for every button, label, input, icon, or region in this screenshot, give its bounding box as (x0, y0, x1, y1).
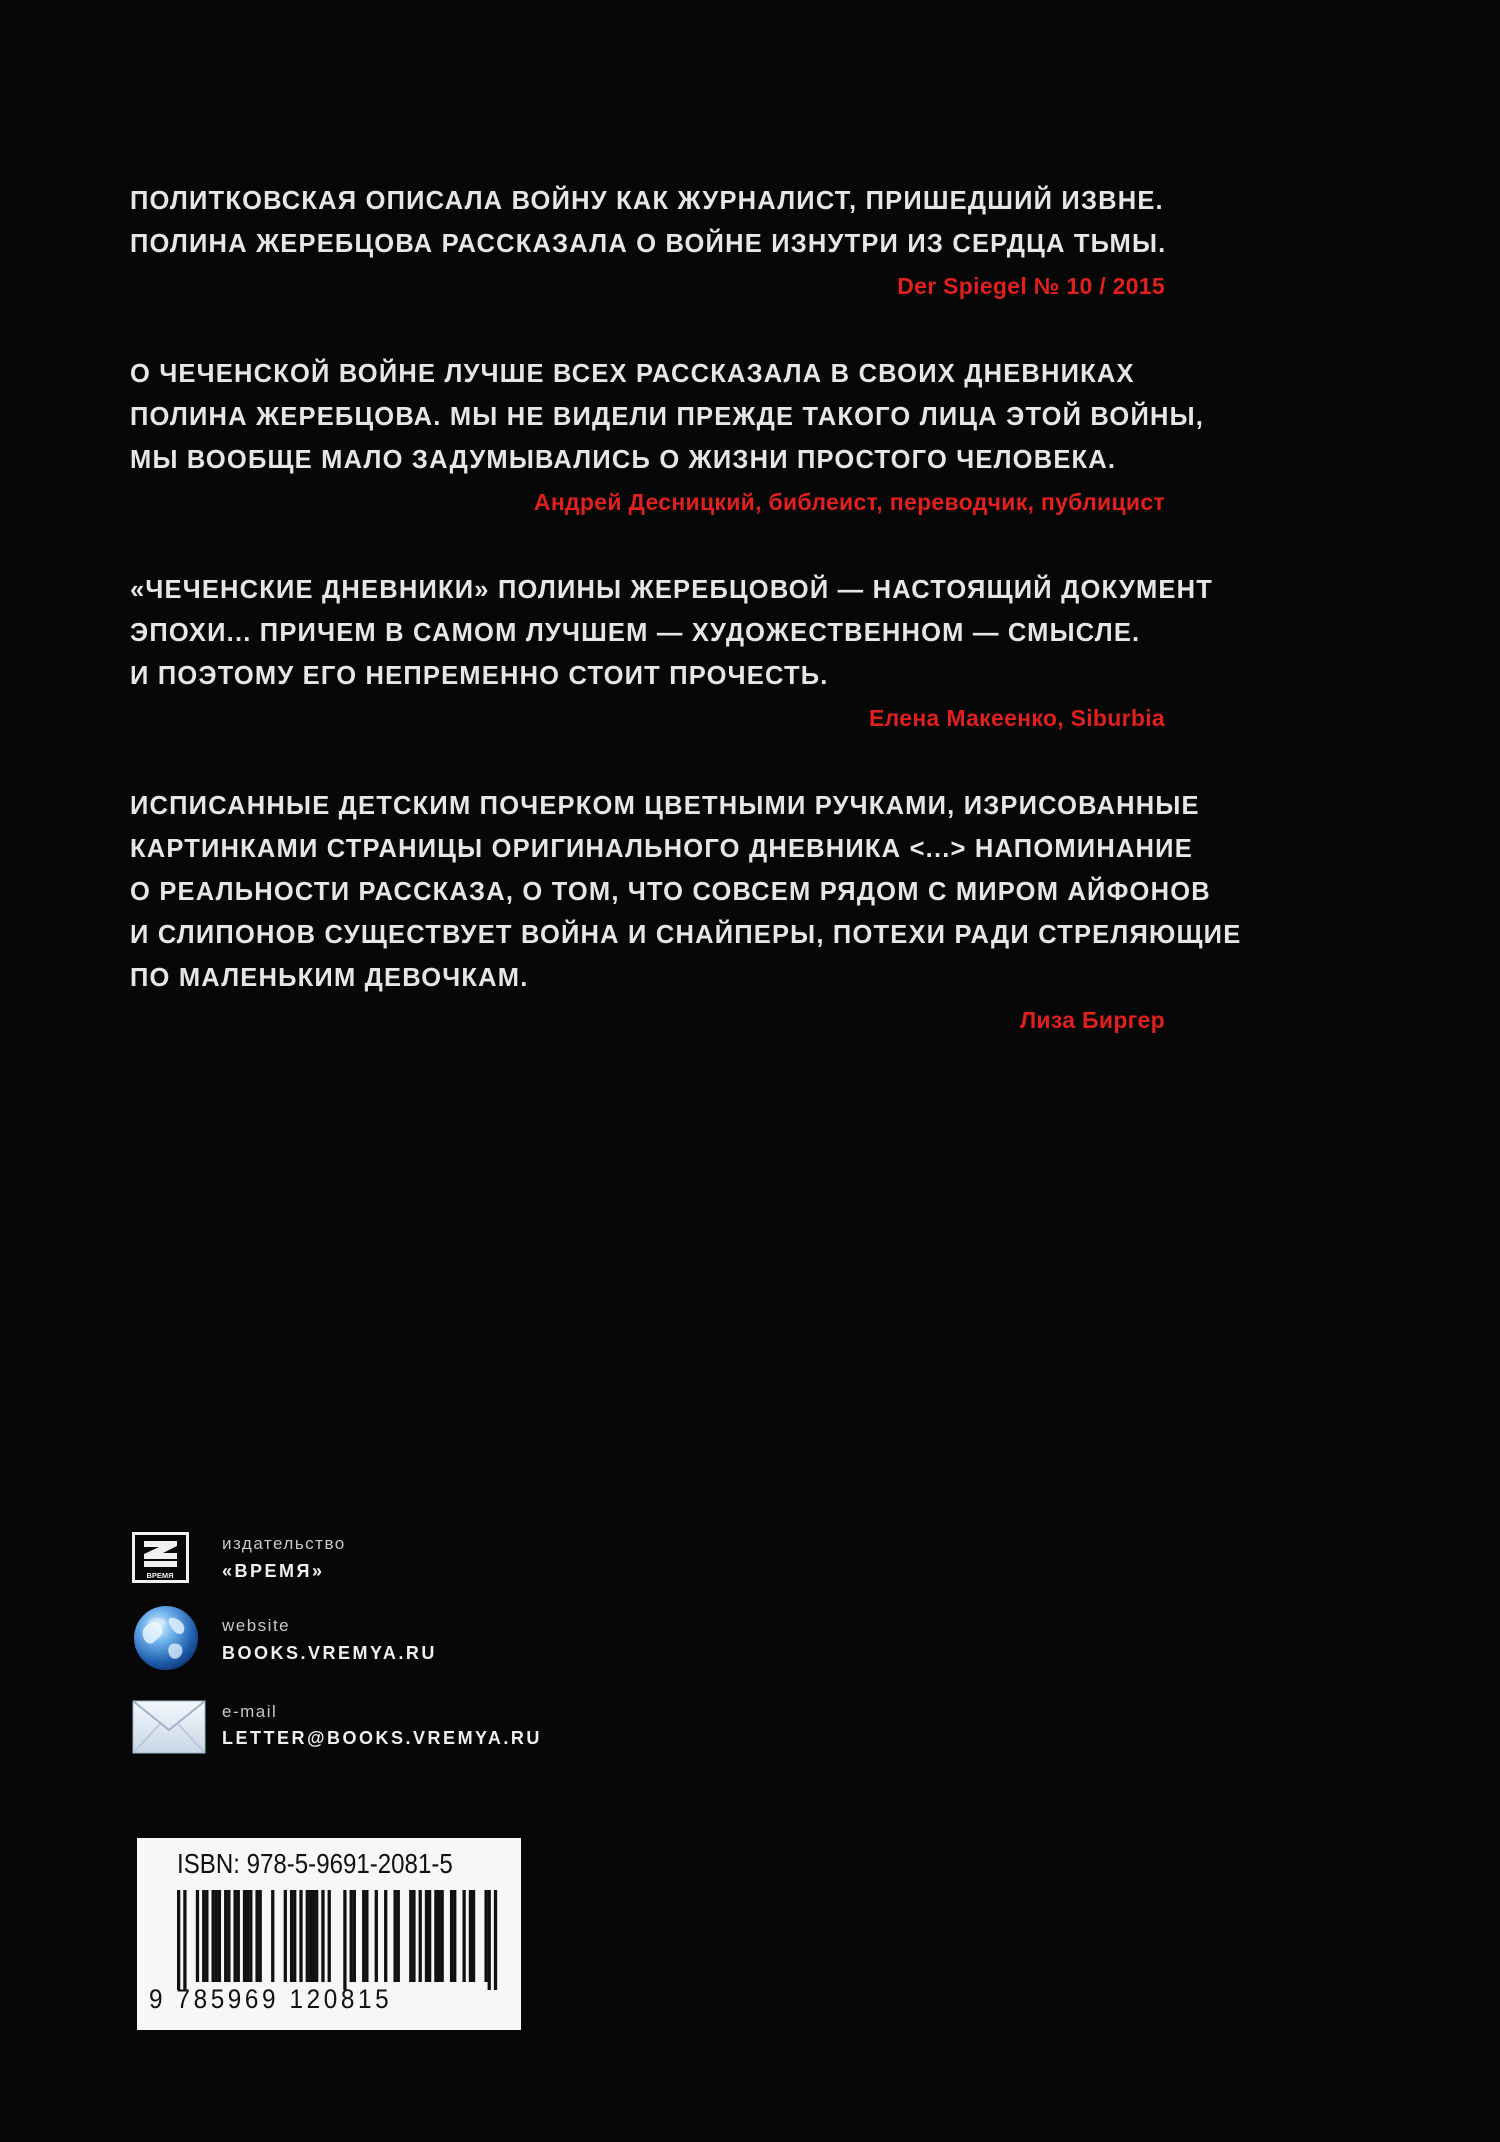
barcode-bar (227, 1890, 230, 1982)
barcode-bar (202, 1890, 205, 1982)
barcode-bar (205, 1890, 208, 1982)
barcode-bar (299, 1890, 302, 1982)
quote-line: О ЧЕЧЕНСКОЙ ВОЙНЕ ЛУЧШЕ ВСЕХ РАССКАЗАЛА В СВОИХ ДНЕВНИКАХ (130, 360, 1135, 388)
barcode-bar (249, 1890, 252, 1982)
barcode-bar (453, 1890, 456, 1982)
barcode-bar (441, 1890, 444, 1982)
barcode-bar (362, 1890, 365, 1982)
barcode-bar (246, 1890, 249, 1982)
barcode-bar (328, 1890, 331, 1982)
barcode-bar (469, 1890, 472, 1982)
website-contact (132, 1604, 632, 1664)
barcode-bar (224, 1890, 227, 1982)
quote-line: ПОЛИНА ЖЕРЕБЦОВА РАССКАЗАЛА О ВОЙНЕ ИЗНУТРИ ИЗ СЕРДЦА ТЬМЫ. (130, 230, 1167, 258)
barcode-bar (315, 1890, 318, 1982)
isbn-number: ISBN: 978-5-9691-2081-5 (177, 1848, 453, 1879)
quote-line: О РЕАЛЬНОСТИ РАССКАЗА, О ТОМ, ЧТО СОВСЕМ РЯДОМ С МИРОМ АЙФОНОВ (130, 878, 1211, 906)
quote-source: Лиза Биргер (1019, 1007, 1165, 1033)
barcode-bar (343, 1890, 346, 1990)
barcode-bar (237, 1890, 240, 1982)
email-label: e-mail (222, 1702, 278, 1721)
quote-line: ИСПИСАННЫЕ ДЕТСКИМ ПОЧЕРКОМ ЦВЕТНЫМИ РУЧКАМИ, ИЗРИСОВАННЫЕ (130, 792, 1200, 820)
barcode-bar (321, 1890, 324, 1982)
quote-line: ПОЛИНА ЖЕРЕБЦОВА. МЫ НЕ ВИДЕЛИ ПРЕЖДЕ ТАКОГО ЛИЦА ЭТОЙ ВОЙНЫ, (130, 403, 1205, 431)
barcode-bar (177, 1890, 180, 1990)
barcode-bar (350, 1890, 353, 1982)
barcode-bar (312, 1890, 315, 1982)
barcode-bar (462, 1890, 465, 1982)
website-url: BOOKS.VREMYA.RU (222, 1643, 437, 1663)
barcode-bar (428, 1890, 431, 1982)
barcode-bar (290, 1890, 293, 1982)
barcode-bar (412, 1890, 415, 1982)
barcode-bar (255, 1890, 258, 1982)
barcode-bar (384, 1890, 387, 1982)
quote-line: И СЛИПОНОВ СУЩЕСТВУЕТ ВОЙНА И СНАЙПЕРЫ, ПОТЕХИ РАДИ СТРЕЛЯЮЩИЕ (130, 921, 1242, 949)
quote-desnitsky (130, 353, 1205, 522)
email-address: LETTER@BOOKS.VREMYA.RU (222, 1728, 542, 1748)
quote-source: Der Spiegel № 10 / 2015 (897, 273, 1165, 299)
publisher-label: издательство (222, 1534, 346, 1553)
barcode-bar (484, 1890, 487, 1982)
isbn-barcode (137, 1838, 521, 2030)
barcode-bar (218, 1890, 221, 1982)
barcode-bar (284, 1890, 287, 1982)
barcode-bar (425, 1890, 428, 1982)
barcode-bar (183, 1890, 186, 1990)
quote-line: МЫ ВООБЩЕ МАЛО ЗАДУМЫВАЛИСЬ О ЖИЗНИ ПРОСТОГО ЧЕЛОВЕКА. (130, 446, 1117, 474)
barcode-bar (293, 1890, 296, 1982)
barcode-bar (419, 1890, 422, 1982)
quote-birger (130, 785, 1242, 1040)
email-contact (132, 1700, 632, 1760)
barcode-bar (437, 1890, 440, 1982)
barcode-bar (494, 1890, 497, 1990)
quote-line: ЭПОХИ... ПРИЧЕМ В САМОМ ЛУЧШЕМ — ХУДОЖЕСТВЕННОМ — СМЫСЛЕ. (130, 619, 1141, 647)
quote-source: Елена Макеенко, Siburbia (869, 705, 1165, 731)
quote-line: «ЧЕЧЕНСКИЕ ДНЕВНИКИ» ПОЛИНЫ ЖЕРЕБЦОВОЙ — НАСТОЯЩИЙ ДОКУМЕНТ (130, 576, 1214, 604)
barcode-bar (243, 1890, 246, 1982)
barcode-bar (215, 1890, 218, 1982)
barcode-bar (472, 1890, 475, 1982)
barcode-bar (233, 1890, 236, 1982)
barcode-bar (450, 1890, 453, 1982)
globe-icon (132, 1604, 200, 1677)
quote-makeenko (130, 569, 1214, 738)
barcode-bar (488, 1890, 491, 1990)
barcode-bar (259, 1890, 262, 1982)
barcode-bar (212, 1890, 215, 1982)
publisher-logo-icon (132, 1532, 192, 1589)
barcode-bar (306, 1890, 309, 1982)
publisher-contact (132, 1532, 632, 1592)
quote-line: ПО МАЛЕНЬКИМ ДЕВОЧКАМ. (130, 964, 529, 992)
publisher-logo-text: ВРЕМЯ (146, 1571, 174, 1580)
barcode-digits: 9 785969 120815 (149, 1984, 393, 2014)
barcode-bar (365, 1890, 368, 1982)
barcode-bar (196, 1890, 199, 1982)
envelope-icon (132, 1700, 206, 1759)
quote-source: Андрей Десницкий, библеист, переводчик, публицист (533, 489, 1165, 515)
quote-line: И ПОЭТОМУ ЕГО НЕПРЕМЕННО СТОИТ ПРОЧЕСТЬ. (130, 662, 829, 690)
barcode-bar (393, 1890, 396, 1982)
publisher-name: «ВРЕМЯ» (222, 1561, 325, 1581)
website-label: website (222, 1616, 291, 1635)
barcode-bar (409, 1890, 412, 1982)
barcode-bar (353, 1890, 356, 1982)
barcode-bar (375, 1890, 378, 1982)
barcode-bar (309, 1890, 312, 1982)
quote-spiegel (130, 180, 1165, 306)
quote-line: ПОЛИТКОВСКАЯ ОПИСАЛА ВОЙНУ КАК ЖУРНАЛИСТ, ПРИШЕДШИЙ ИЗВНЕ. (130, 187, 1164, 215)
barcode-bar (397, 1890, 400, 1982)
barcode-bar (434, 1890, 437, 1982)
barcode-bar (271, 1890, 274, 1982)
quote-line: КАРТИНКАМИ СТРАНИЦЫ ОРИГИНАЛЬНОГО ДНЕВНИКА <...> НАПОМИНАНИЕ (130, 835, 1193, 863)
